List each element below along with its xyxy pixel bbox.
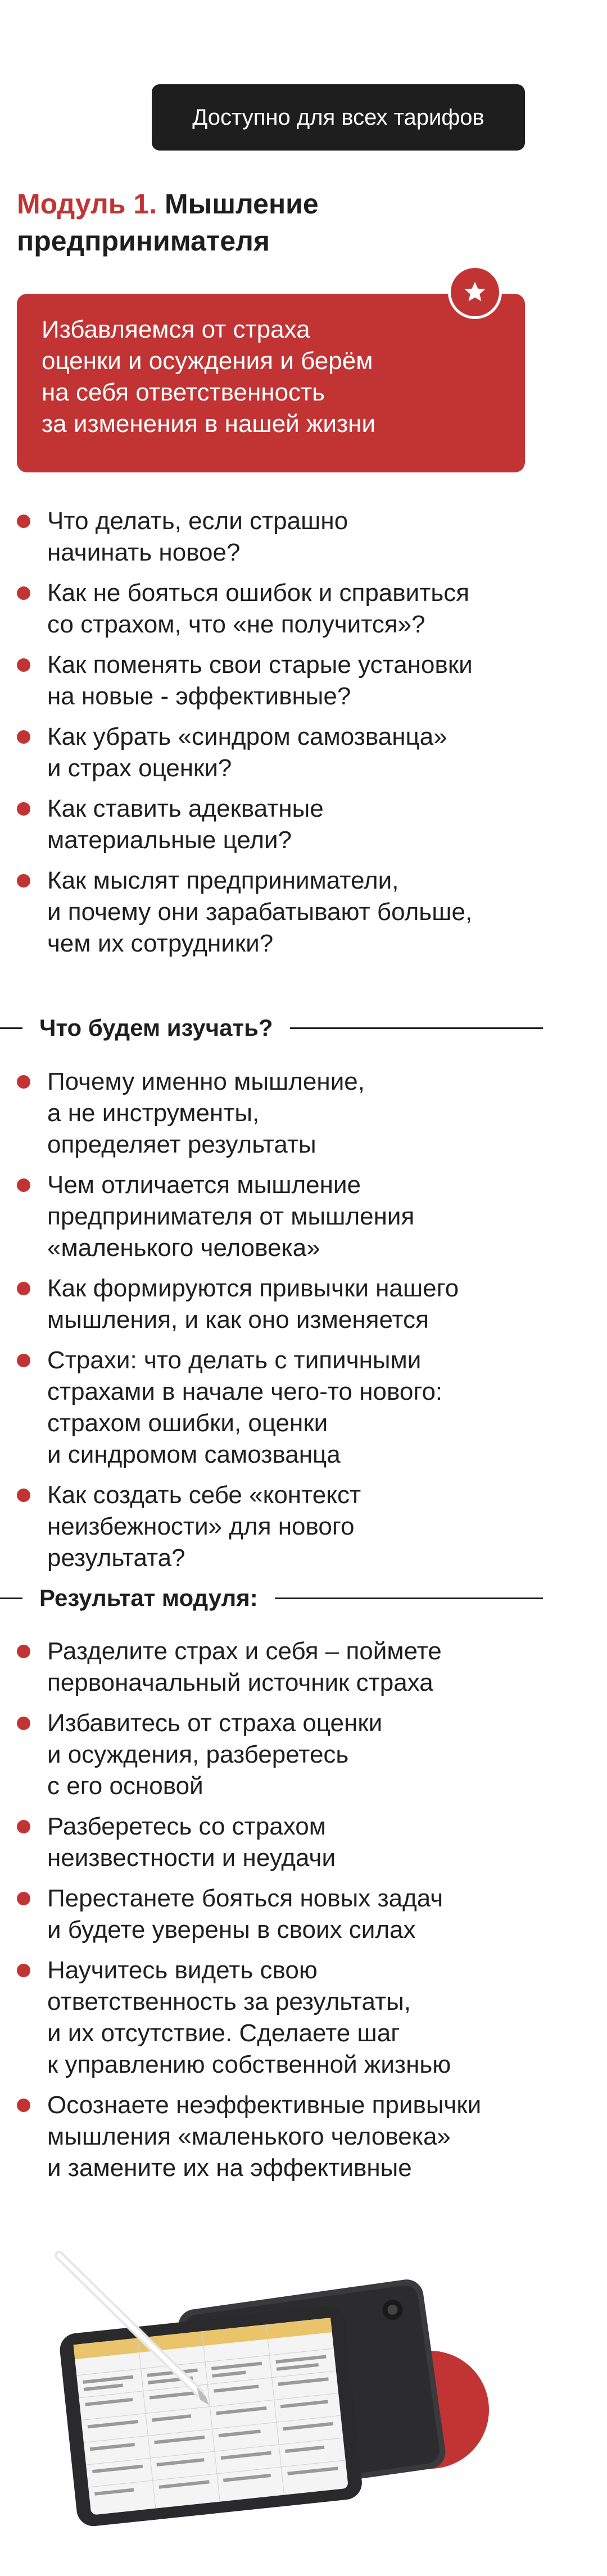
list-item: Страхи: что делать с типичными страхами в начале чего-то нового: страхом ошибки, оценки и синдромом самозванца [17, 1345, 585, 1471]
list-item: Избавитесь от страха оценки и осуждения, разберетесь с его основой [17, 1708, 585, 1802]
highlight-line: на себя ответственность [42, 379, 325, 406]
list-item: Как мыслят предприниматели, и почему они зарабатывают больше, чем их сотрудники? [17, 865, 585, 959]
study-heading [0, 1011, 543, 1045]
result-heading [0, 1581, 543, 1615]
list-item: Перестанете бояться новых задач и будете уверены в своих силах [17, 1883, 585, 1946]
study-list [17, 1066, 585, 1583]
list-item: Осознаете неэффективные привычки мышления «маленького человека» и замените их на эффективные [17, 2090, 585, 2184]
list-item: Научитесь видеть свою ответственность за результаты, и их отсутствие. Сделаете шаг к управлению собственной жизнью [17, 1955, 585, 2081]
list-item: Разделите страх и себя – поймете первоначальный источник страха [17, 1636, 585, 1699]
highlight-line: оценки и осуждения и берём [42, 347, 373, 375]
list-item: Как формируются привычки нашего мышления, и как оно изменяется [17, 1273, 585, 1336]
list-item: Как создать себе «контекст неизбежности» для нового результата? [17, 1480, 585, 1574]
tablet-front [58, 2305, 364, 2528]
list-item: Как не бояться ошибок и справиться со страхом, что «не получится»? [17, 577, 585, 640]
list-item: Чем отличается мышление предпринимателя от мышления «маленького человека» [17, 1169, 585, 1264]
list-item: Почему именно мышление, а не инструменты, определяет результаты [17, 1066, 585, 1160]
list-item: Что делать, если страшно начинать новое? [17, 506, 585, 568]
highlight-box [17, 294, 525, 472]
highlight-line: Избавляемся от страха [42, 316, 310, 343]
tariff-badge [152, 84, 525, 151]
module-number: Модуль 1. [17, 188, 157, 220]
tariff-badge-label: Доступно для всех тарифов [192, 104, 484, 130]
list-item: Как убрать «синдром самозванца» и страх оценки? [17, 721, 585, 784]
star-icon [448, 265, 502, 319]
result-list [17, 1636, 585, 2193]
list-item: Разберетесь со страхом неизвестности и неудачи [17, 1811, 585, 1874]
list-item: Как поменять свои старые установки на новые - эффективные? [17, 649, 585, 712]
study-heading-text: Что будем изучать? [39, 1014, 273, 1041]
module-title-line2: предпринимателя [17, 225, 270, 257]
questions-list [17, 506, 585, 968]
module-title [17, 185, 579, 260]
module-title-line1: Мышление [165, 188, 319, 220]
highlight-line: за изменения в нашей жизни [42, 410, 376, 438]
list-item: Как ставить адекватные материальные цели? [17, 793, 585, 856]
tablet-illustration [0, 2230, 607, 2573]
result-heading-text: Результат модуля: [39, 1585, 258, 1611]
